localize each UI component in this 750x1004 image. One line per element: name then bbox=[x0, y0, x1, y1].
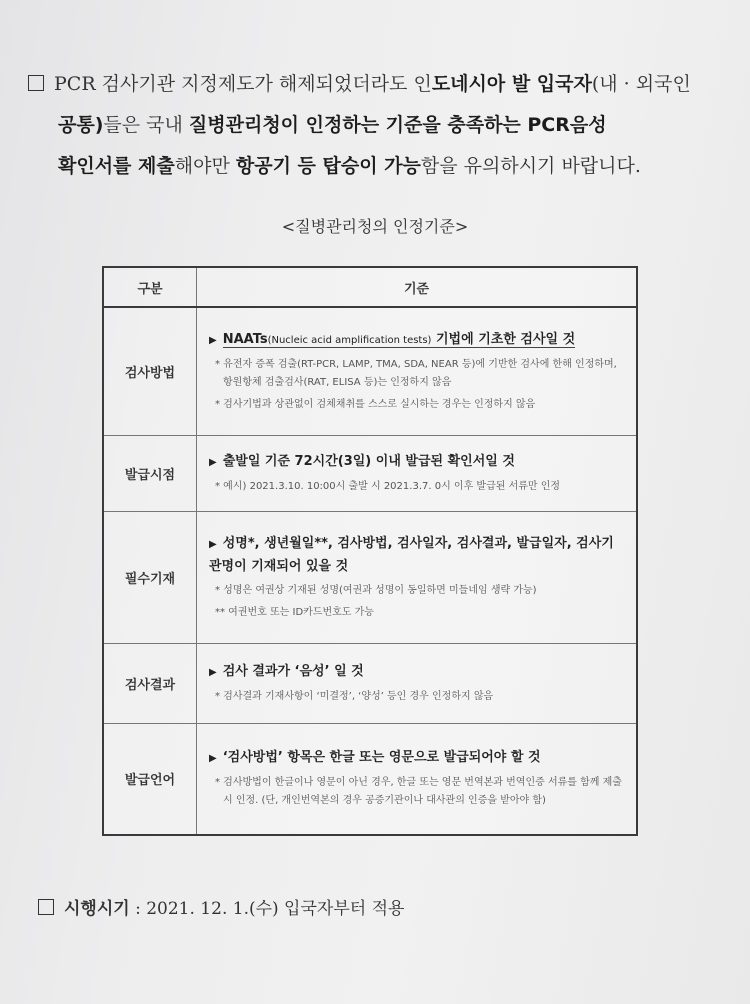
effective-date-label: 시행시기 bbox=[64, 899, 130, 919]
checkbox-square-icon bbox=[28, 75, 44, 91]
notice-line3-bold1: 확인서를 제출 bbox=[58, 155, 175, 177]
row-criteria bbox=[197, 723, 638, 835]
notice-line1-bold: 도네시아 발 입국자 bbox=[431, 73, 592, 95]
triangle-bullet-icon: ▶ bbox=[209, 666, 217, 678]
criteria-main bbox=[209, 533, 626, 578]
naats-label: NAATs bbox=[222, 331, 268, 347]
criteria-main-text: 출발일 기준 72시간(3일) 이내 발급된 확인서일 것 bbox=[222, 453, 515, 469]
notice-line2-bold2: 질병관리청이 인정하는 기준을 충족하는 PCR음성 bbox=[188, 114, 607, 136]
notice-line3-end: 함을 유의하시기 바랍니다. bbox=[420, 155, 641, 177]
criteria-note: * 검사기법과 상관없이 검체채취를 스스로 실시하는 경우는 인정하지 않음 bbox=[215, 398, 536, 410]
row-category: 검사결과 bbox=[103, 643, 197, 723]
effective-date-text: : 2021. 12. 1.(수) 입국자부터 적용 bbox=[129, 899, 405, 919]
criteria-note: ** 여권번호 또는 ID카드번호도 가능 bbox=[215, 606, 374, 618]
notice-line1-text: PCR 검사기관 지정제도가 해제되었더라도 인 bbox=[54, 73, 432, 95]
table-row bbox=[103, 511, 637, 643]
notice-line3-bold2: 항공기 등 탑승이 가능 bbox=[235, 155, 421, 177]
notice-line2-bold1: 공통) bbox=[58, 114, 104, 136]
effective-date bbox=[38, 894, 404, 919]
row-category: 발급언어 bbox=[103, 723, 197, 835]
row-criteria bbox=[197, 307, 638, 435]
criteria-main-text: 성명*, 생년월일**, 검사방법, 검사일자, 검사결과, 발급일자, 검사기관명이 기재되어 있을 것 bbox=[209, 535, 614, 574]
table-header-row bbox=[103, 267, 637, 307]
checkbox-square-icon bbox=[38, 899, 54, 915]
criteria-main-text: ‘검사방법’ 항목은 한글 또는 영문으로 발급되어야 할 것 bbox=[222, 750, 541, 766]
table-title: <질병관리청의 인정기준> bbox=[281, 217, 469, 236]
criteria-main bbox=[209, 451, 626, 474]
criteria-main bbox=[209, 329, 626, 352]
table-row bbox=[103, 307, 637, 435]
notice-line2-text: 들은 국내 bbox=[103, 114, 189, 136]
criteria-main bbox=[209, 747, 626, 770]
triangle-bullet-icon: ▶ bbox=[209, 538, 217, 550]
triangle-bullet-icon: ▶ bbox=[209, 334, 217, 346]
table-row bbox=[103, 435, 637, 511]
row-category: 발급시점 bbox=[103, 435, 197, 511]
naats-fullname: (Nucleic acid amplification tests) bbox=[267, 334, 432, 346]
row-category: 필수기재 bbox=[103, 511, 197, 643]
criteria-note: * 성명은 여권상 기재된 성명(여권과 성명이 동일하면 미들네임 생략 가능) bbox=[215, 584, 537, 596]
criteria-table bbox=[102, 266, 638, 836]
row-criteria bbox=[197, 643, 638, 723]
header-category: 구분 bbox=[103, 267, 197, 307]
criteria-note: * 예시) 2021.3.10. 10:00시 출발 시 2021.3.7. 0시 이후 발급된 서류만 인정 bbox=[215, 480, 561, 492]
criteria-note: * 검사방법이 한글이나 영문이 아닌 경우, 한글 또는 영문 번역본과 번역인증 서류를 함께 제출 시 인정. (단, 개인번역본의 경우 공증기관이나 대사관의 인증을 받아야 함) bbox=[215, 777, 622, 807]
notice-paragraph bbox=[28, 64, 728, 187]
notice-line1-end: (내 · 외국인 bbox=[591, 73, 691, 95]
criteria-main-rest: 기법에 기초한 검사일 것 bbox=[431, 331, 576, 347]
criteria-note: * 검사결과 기재사항이 ‘미결정’, ‘양성’ 등인 경우 인정하지 않음 bbox=[215, 690, 494, 702]
criteria-note: * 유전자 증폭 검출(RT-PCR, LAMP, TMA, SDA, NEAR 등)에 기반한 검사에 한해 인정하며, 항원항체 검출검사(RAT, ELISA 등)는 인정하지 않음 bbox=[215, 358, 617, 388]
row-category: 검사방법 bbox=[103, 307, 197, 435]
row-criteria bbox=[197, 511, 638, 643]
criteria-main-text: 검사 결과가 ‘음성’ 일 것 bbox=[222, 663, 364, 679]
table-row bbox=[103, 723, 637, 835]
triangle-bullet-icon: ▶ bbox=[209, 753, 217, 765]
triangle-bullet-icon: ▶ bbox=[209, 456, 217, 468]
notice-line3-text: 해야만 bbox=[174, 155, 236, 177]
row-criteria bbox=[197, 435, 638, 511]
table-row bbox=[103, 643, 637, 723]
criteria-main bbox=[209, 661, 626, 684]
header-criteria: 기준 bbox=[197, 267, 638, 307]
